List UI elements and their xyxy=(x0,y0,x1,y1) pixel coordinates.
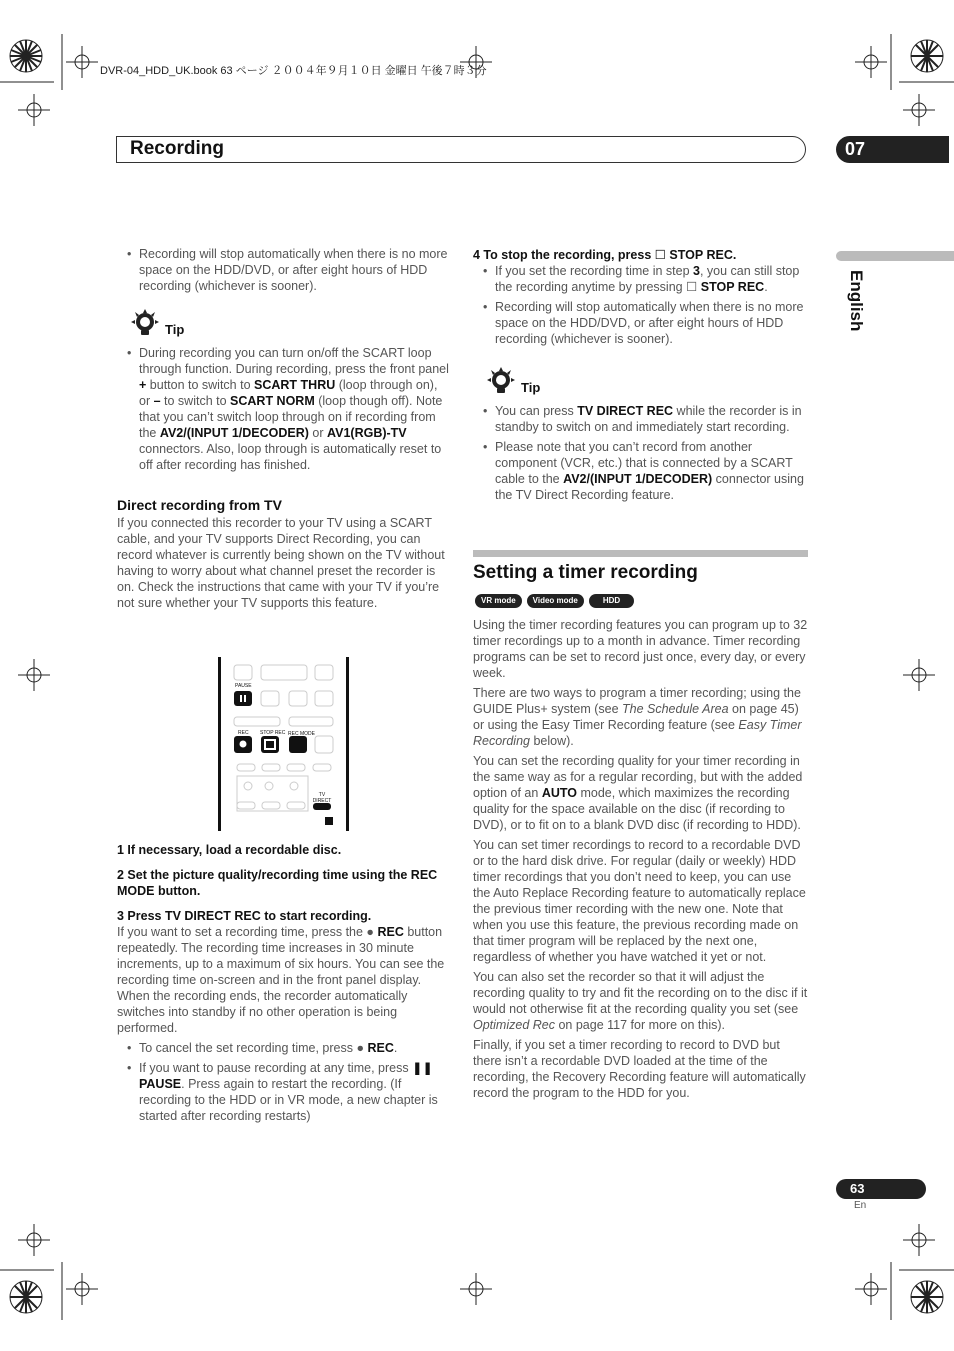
list-item: • If you want to pause recording at any time, press ❚❚ PAUSE. Press again to restart the recording. (If recording to the HDD or in VR mode, a new chapter is started after recording restarts) xyxy=(117,1060,451,1124)
video-mode-badge: Video mode xyxy=(527,594,584,608)
tip-label: Tip xyxy=(521,380,541,395)
tip-item: • Please note that you can’t record from another component (VCR, etc.) that is connected by a SCART cable to the AV2/(INPUT 1/DECODER) connector using the TV Direct Recording feature. xyxy=(473,439,808,503)
language-label: English xyxy=(847,270,866,332)
rec-mode-label: REC MODE xyxy=(288,731,315,737)
right-column-bottom xyxy=(473,562,808,1101)
rec-label: REC xyxy=(238,730,249,736)
lightbulb-icon xyxy=(131,309,159,337)
tip-item: • During recording you can turn on/off the SCART loop through function. During recording, press the front panel + button to switch to SCART THRU (loop through on), or – to switch to SCART NORM (loop though off). Note that you can’t switch loop through on if recording from the AV2/(INPUT 1/DECODER) or AV1(RGB)-TV connectors. Also, loop through is automatically reset to off after recording has finished. xyxy=(117,345,451,473)
left-column-steps xyxy=(117,842,451,1124)
chapter-number: 07 xyxy=(845,139,866,159)
step-3-paragraph: If you want to set a recording time, press the ● REC button repeatedly. The recording time increases in 30 minute increments, up to a maximum of six hours. You can see the recording time on-screen and in the front panel display. When the recording ends, the recorder automatically switches into standby if no other operation is being performed. xyxy=(117,925,445,1035)
step-1: 1 If necessary, load a recordable disc. xyxy=(117,843,342,857)
tip-item: • You can press TV DIRECT REC while the recorder is in standby to switch on and immediately start recording. xyxy=(473,403,808,435)
page-language: En xyxy=(854,1200,867,1211)
step-2: 2 Set the picture quality/recording time using the REC MODE button. xyxy=(117,868,438,898)
direct-recording-paragraph: If you connected this recorder to your TV using a SCART cable, and your TV supports Direct Recording, you can record whatever is currently being shown on the TV without having to worry about what channel preset the recorder is on. Check the instructions that came with your TV if you’re not sure whether your TV supports this feature. xyxy=(117,516,445,610)
step-3: 3 Press TV DIRECT REC to start recording. xyxy=(117,909,372,923)
section-title: Recording xyxy=(130,138,224,159)
hdd-badge: HDD xyxy=(589,594,634,608)
list-item: • Recording will stop automatically when there is no more space on the HDD/DVD, or after eight hours of HDD recording (whichever is sooner). xyxy=(473,299,808,347)
language-tab xyxy=(836,251,954,261)
file-meta: DVR-04_HDD_UK.book 63 ページ ２００４年９月１０日 金曜日 午後７時３分 xyxy=(100,65,487,77)
list-item: • To cancel the set recording time, press ● REC. xyxy=(117,1040,451,1056)
section-separator xyxy=(473,550,808,557)
page-number: 63 xyxy=(850,1181,865,1196)
list-item: • If you set the recording time in step 3, you can still stop the recording anytime by pressing ☐ STOP REC. xyxy=(473,263,808,295)
stop-rec-label: STOP REC xyxy=(260,730,286,736)
paragraph: There are two ways to program a timer recording; using the GUIDE Plus+ system (see The Schedule Area on page 45) or using the Easy Timer Recording feature (see Easy Timer Recording below). xyxy=(473,686,802,748)
list-item: • Recording will stop automatically when there is no more space on the HDD/DVD, or after eight hours of HDD recording (whichever is sooner). xyxy=(117,246,451,294)
step-4: 4 To stop the recording, press ☐ STOP REC. xyxy=(473,248,737,262)
right-column-top xyxy=(473,247,808,503)
direct-recording-heading: Direct recording from TV xyxy=(117,497,282,513)
paragraph: Using the timer recording features you can program up to 32 timer recordings up to a month in advance. Timer recording programs can be set to record just once, every day, or every week. xyxy=(473,618,808,680)
tip-label: Tip xyxy=(165,322,185,337)
paragraph: You can also set the recorder so that it will adjust the recording quality to try and fit the recording on to the disc if it would not otherwise fit at the recording quality you set (see Optimized Rec on page 117 for more on this). xyxy=(473,970,808,1032)
pause-label: PAUSE xyxy=(235,683,252,689)
tip-heading xyxy=(487,367,808,395)
paragraph: You can set the recording quality for your timer recording in the same way as for a regular recording, but with the added option of an AUTO mode, which maximizes the recording quality for the space available on the disc (if recording to DVD), or to fit on to a blank DVD disc (if recording to HDD). xyxy=(473,754,803,832)
paragraph: Finally, if you set a timer recording to record to DVD but there isn’t a recordable DVD loaded at the time of the recording, the Recovery Recording feature will automatically record the program to the HDD for you. xyxy=(473,1038,806,1100)
lightbulb-icon xyxy=(487,367,515,395)
tv-direct-rec-label: TV DIRECT REC xyxy=(312,792,332,810)
mode-badges xyxy=(475,590,808,608)
paragraph: You can set timer recordings to record to a recordable DVD or to the hard disk drive. For regular (daily or weekly) HDD timer recordings that you don’t need to keep, you can use the Auto Replace Recording feature to automatically replace the previous timer recording with the new one. Note that when you use this feature, the previous recording made on that timer program will be replaced by the next one, regardless of whether you have watched it yet or not. xyxy=(473,838,806,964)
left-column xyxy=(117,246,451,611)
tip-heading xyxy=(131,309,451,337)
timer-recording-heading: Setting a timer recording xyxy=(473,562,698,583)
vr-mode-badge: VR mode xyxy=(475,594,522,608)
